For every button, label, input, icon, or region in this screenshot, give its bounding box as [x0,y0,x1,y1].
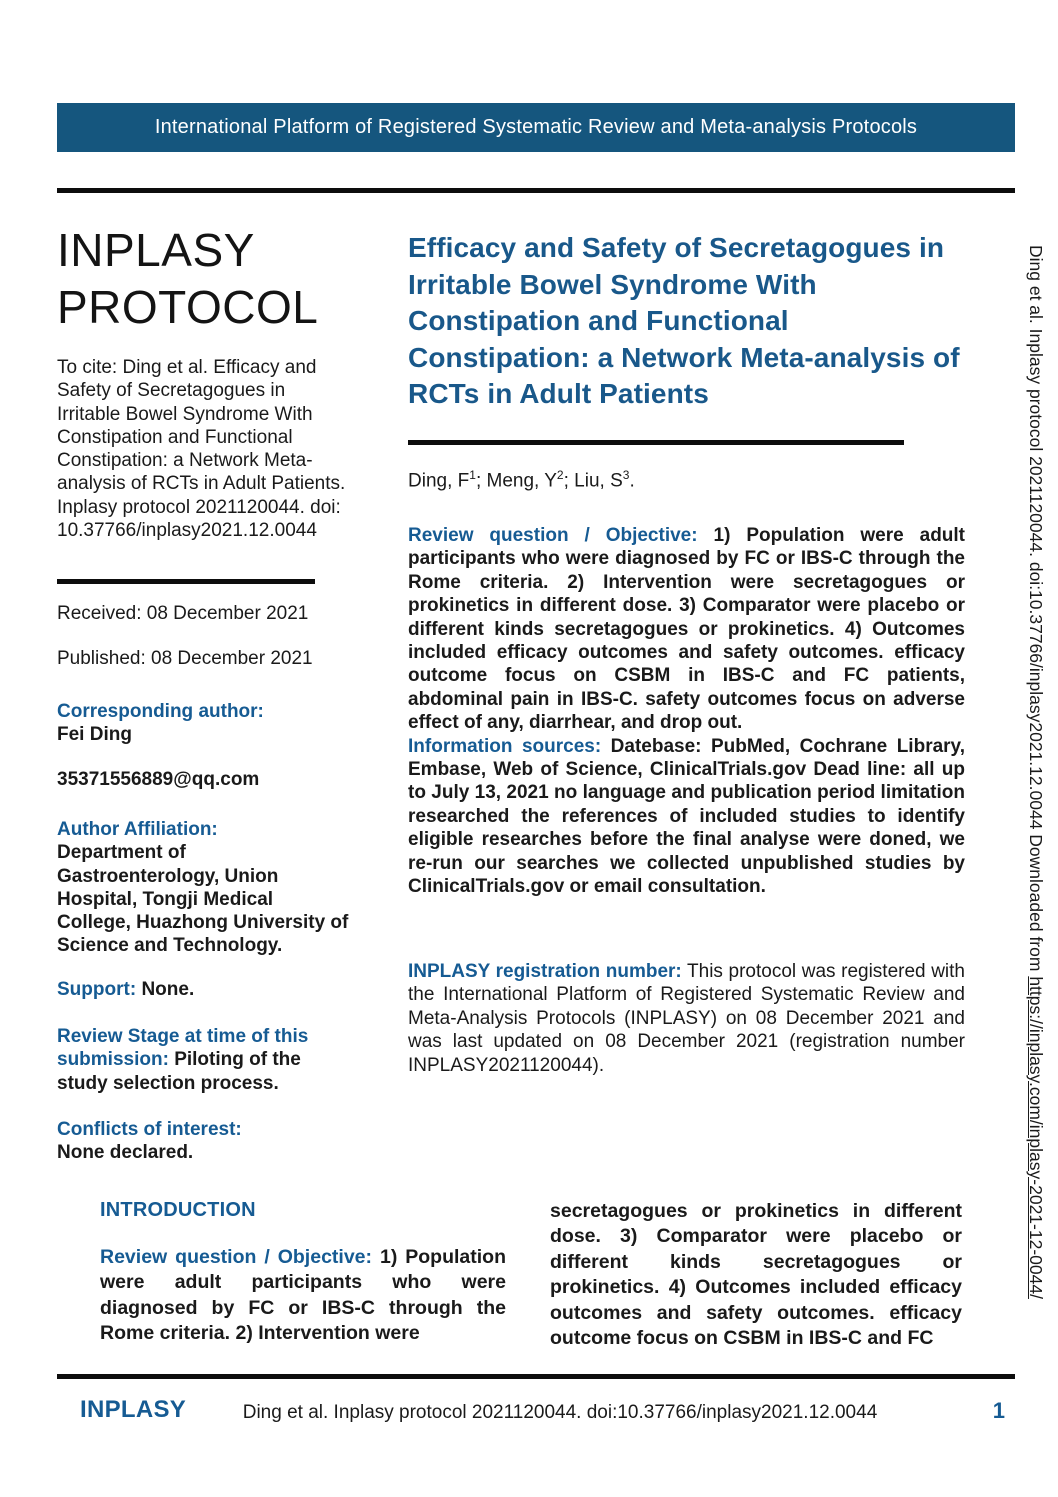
author-2: ; Meng, Y [475,470,557,492]
footer-brand: INPLASY [80,1396,187,1423]
footer-page-number: 1 [992,1398,1005,1423]
article-title: Efficacy and Safety of Secretagogues in Irritable Bowel Syndrome With Constipation and Functional Constipation: a Network Meta-analysis of RCTs in Adult Patients [408,232,960,409]
information-sources-text: Datebase: PubMed, Cochrane Library, Embase, Web of Science, ClinicalTrials.gov Dead line: all up to July 13, 2021 no language and publication period limitation researched the references of included studies to identify eligible researches before the final analyse were doned, we re-run our searches we collected unpublished studies by ClinicalTrials.gov or email consultation. [408,735,965,898]
footer-citation: Ding et al. Inplasy protocol 2021120044. doi:10.37766/inplasy2021.12.0044 [242,1402,878,1423]
information-sources-label: Information sources: [408,735,602,757]
masthead [57,222,397,336]
review-question-label: Review question / Objective: [408,525,698,546]
introduction-heading: INTRODUCTION [100,1199,256,1221]
platform-banner [57,103,1015,152]
conflicts-block [57,1118,349,1165]
introduction-review-question-label: Review question / Objective: [100,1246,373,1268]
sidebar-vertical-citation [1025,245,1046,1299]
masthead-line2: PROTOCOL [57,281,319,333]
author-3-affnum: 3 [622,468,630,482]
authors-line [408,468,965,492]
review-question-text: 1) Population were adult participants who were diagnosed by FC or IBS-C through the Rome criteria. 2) Intervention were secretagogues or prokinetics in different dose. 3) Comparator were placebo or different kinds secretagogues or prokinetics. 4) Outcomes included efficacy outcomes and safety outcomes. efficacy outcome focus on CSBM in IBS-C and FC patients, abdominal pain in IBS-C. safety outcomes focus on adverse effect of any, diarrhear, and drop out. [408,525,966,734]
affiliation-label: Author Affiliation: [57,819,218,840]
review-stage-value: Piloting of the study selection process. [57,1049,301,1094]
title-rule [408,440,904,445]
sidebar-download-link[interactable]: https://inplasy.com/inplasy-2021-12-0044/ [1026,976,1046,1299]
sidebar-citation-text: Ding et al. Inplasy protocol 2021120044. doi:10.37766/inplasy2021.12.0044 Downloaded from [1026,245,1046,977]
corresponding-author-email: 35371556889@qq.com [57,769,260,790]
introduction-column-2: secretagogues or prokinetics in different dose. 3) Comparator were placebo or different kinds secretagogues or prokinetics. 4) Outcomes included efficacy outcomes and safety outcomes. efficacy outcome focus on CSBM in IBS-C and FC [550,1200,962,1350]
support-block [57,978,349,1001]
received-date: Received: 08 December 2021 [57,603,309,624]
registration-text: This protocol was registered with the International Platform of Registered Systematic Review and Meta-Analysis Protocols (INPLASY) on 08 December 2021 and was last updated on 08 December 2021 (registration number INPLASY2021120044). [408,961,965,1076]
published-date: Published: 08 December 2021 [57,648,313,669]
affiliation-text: Department of Gastroenterology, Union Hospital, Tongji Medical College, Huazhong University of Science and Technology. [57,842,349,957]
footer-rule [57,1374,1015,1379]
corresponding-author-label: Corresponding author: [57,701,264,722]
review-stage-label: Review Stage at time of this submission: [57,1026,309,1071]
platform-banner-text: International Platform of Registered Systematic Review and Meta-analysis Protocols [154,116,918,138]
conflicts-value: None declared. [57,1142,194,1164]
conflicts-label: Conflicts of interest: [57,1119,242,1140]
top-rule [57,188,1015,193]
author-3: ; Liu, S [563,470,623,492]
author-1: Ding, F [408,470,470,492]
registration-label: INPLASY registration number: [408,961,682,982]
review-stage-block [57,1025,349,1095]
introduction-column-1-text: 1) Population were adult participants who were diagnosed by FC or IBS-C through the Rome criteria. 2) Intervention were [100,1246,506,1345]
masthead-line1: INPLASY [57,224,255,276]
review-question-paragraph [408,524,965,735]
citation-text: To cite: Ding et al. Efficacy and Safety of Secretagogues in Irritable Bowel Syndrome With Constipation and Functional Constipation: a Network Meta-analysis of RCTs in Adult Patients. Inplasy protocol 2021120044. doi: 10.37766/inplasy2021.12.0044 [57,357,346,542]
support-value: None. [141,979,195,1000]
support-label: Support: [57,979,137,1000]
author-affiliation-block [57,818,349,958]
introduction-column-1 [100,1245,506,1347]
information-sources-paragraph [408,735,965,899]
author-2-affnum: 2 [556,468,564,482]
corresponding-author-name: Fei Ding [57,724,132,746]
abstract-block [408,524,965,899]
author-1-affnum: 1 [469,468,476,482]
registration-paragraph [408,960,965,1077]
left-column-rule [57,579,315,584]
authors-end: . [629,470,635,492]
corresponding-author-block [57,700,349,747]
